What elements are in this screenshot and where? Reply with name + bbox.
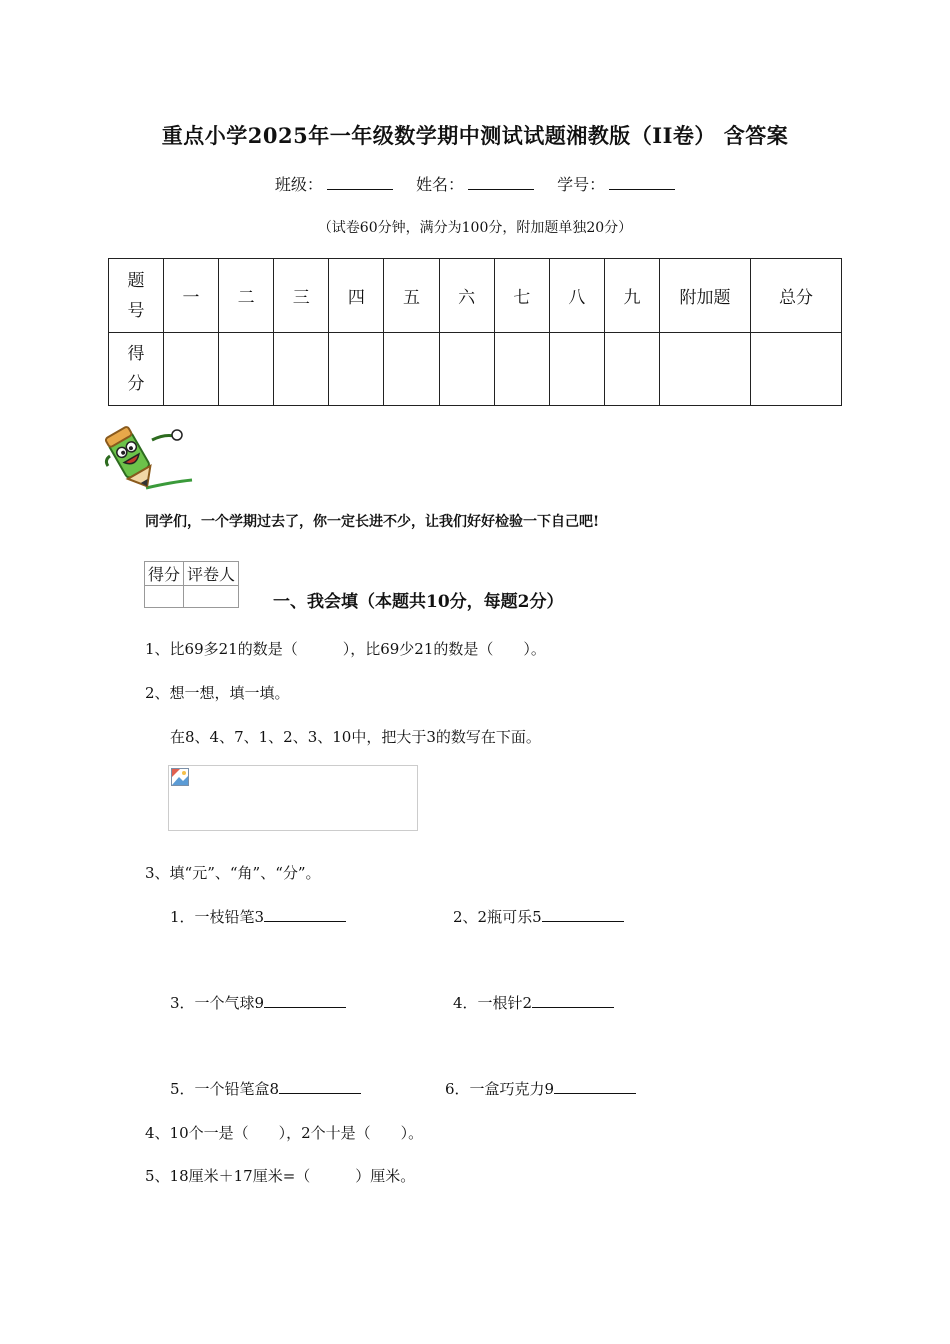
col-header: 一	[164, 259, 219, 333]
col-header: 总分	[751, 259, 842, 333]
q3-item-5: 5．一个铅笔盒8	[170, 1078, 361, 1099]
col-header: 六	[439, 259, 494, 333]
score-cell[interactable]	[660, 333, 751, 406]
broken-image-icon	[171, 768, 189, 786]
grader-table	[144, 561, 239, 608]
score-cell[interactable]	[751, 333, 842, 406]
score-cell[interactable]	[439, 333, 494, 406]
answer-image-box	[168, 765, 418, 831]
question-3: 3、填“元”、“角”、“分”。	[145, 864, 321, 882]
section-title: 一、我会填（本题共10分，每题2分）	[273, 592, 564, 612]
col-header: 八	[549, 259, 604, 333]
intro-text: 同学们，一个学期过去了，你一定长进不少，让我们好好检验一下自己吧!	[145, 514, 600, 530]
class-label: 班级：	[274, 175, 323, 194]
col-header: 五	[384, 259, 439, 333]
id-blank[interactable]	[609, 175, 675, 190]
grader-reviewer-cell[interactable]	[184, 586, 239, 608]
score-cell[interactable]	[329, 333, 384, 406]
exam-note: （试卷60分钟，满分为100分，附加题单独20分）	[317, 220, 633, 236]
q3-blank-5[interactable]	[279, 1079, 361, 1094]
col-header: 三	[274, 259, 329, 333]
q3-blank-1[interactable]	[264, 907, 346, 922]
score-row-header: 得 分	[109, 333, 164, 406]
q3-item-3: 3．一个气球9	[170, 992, 346, 1013]
col-header: 七	[494, 259, 549, 333]
q3-blank-2[interactable]	[542, 907, 624, 922]
name-label: 姓名：	[415, 175, 464, 194]
page-title: 重点小学2025年一年级数学期中测试试题湘教版（II卷） 含答案	[161, 123, 789, 148]
question-4: 4、10个一是（ ），2个十是（ ）。	[145, 1124, 424, 1142]
q3-item-1: 1．一枝铅笔3	[170, 906, 346, 927]
score-cell[interactable]	[274, 333, 329, 406]
q3-blank-3[interactable]	[264, 993, 346, 1008]
name-blank[interactable]	[468, 175, 534, 190]
question-5: 5、18厘米＋17厘米=（ ）厘米。	[145, 1167, 416, 1185]
score-cell[interactable]	[604, 333, 659, 406]
score-cell[interactable]	[219, 333, 274, 406]
id-label: 学号：	[557, 175, 606, 194]
grader-score-label: 得分	[145, 562, 184, 586]
score-cell[interactable]	[384, 333, 439, 406]
score-cell[interactable]	[494, 333, 549, 406]
col-header: 附加题	[660, 259, 751, 333]
score-table	[108, 258, 842, 406]
q3-item-2: 2、2瓶可乐5	[453, 906, 624, 927]
question-2-sub: 在8、4、7、1、2、3、10中，把大于3的数写在下面。	[170, 728, 541, 746]
grader-reviewer-label: 评卷人	[184, 562, 239, 586]
q3-item-4: 4．一根针2	[453, 992, 614, 1013]
grader-score-cell[interactable]	[145, 586, 184, 608]
col-header: 九	[604, 259, 659, 333]
q3-item-6: 6．一盒巧克力9	[445, 1078, 636, 1099]
score-cell[interactable]	[549, 333, 604, 406]
question-2: 2、想一想，填一填。	[145, 684, 290, 702]
q3-blank-6[interactable]	[554, 1079, 636, 1094]
col-header: 二	[219, 259, 274, 333]
question-1: 1、比69多21的数是（ ），比69少21的数是（ ）。	[145, 640, 546, 658]
student-info-line	[0, 172, 950, 195]
score-cell[interactable]	[164, 333, 219, 406]
question-number-header: 题 号	[109, 259, 164, 333]
class-blank[interactable]	[327, 175, 393, 190]
q3-blank-4[interactable]	[532, 993, 614, 1008]
pencil-mascot-icon	[102, 420, 194, 492]
col-header: 四	[329, 259, 384, 333]
